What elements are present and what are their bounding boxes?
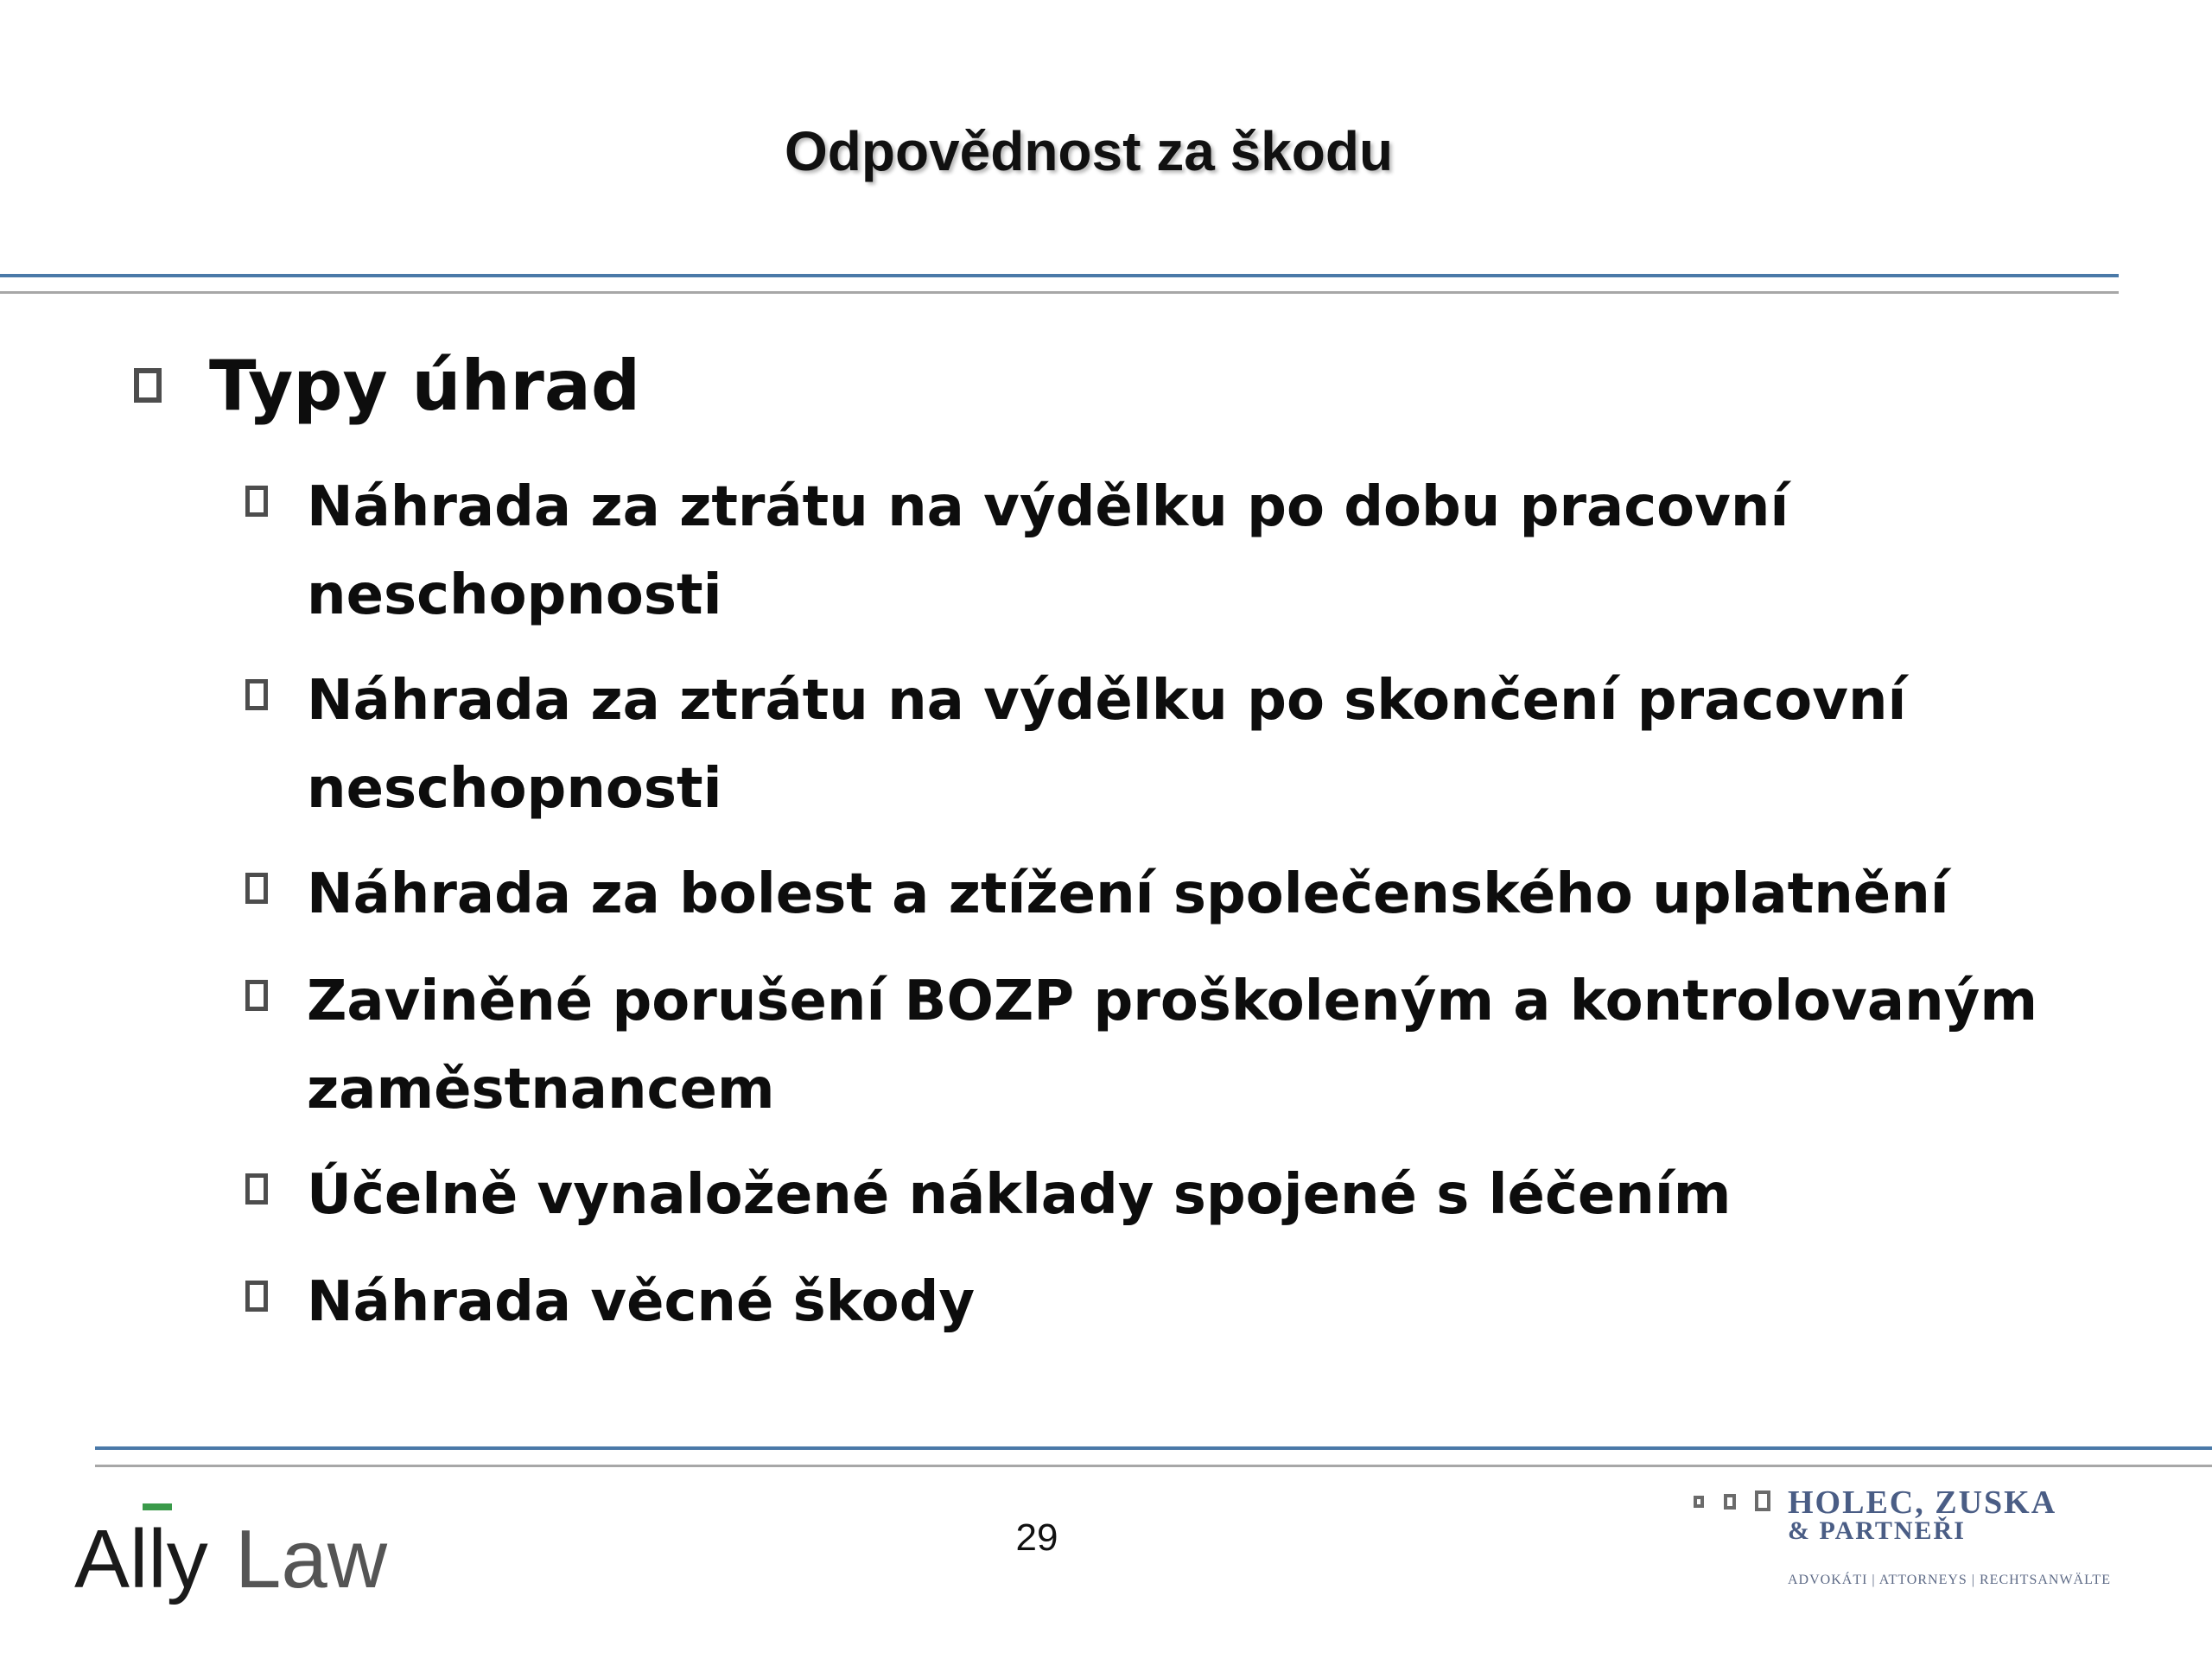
- logo-square-icon: [1755, 1491, 1770, 1511]
- holec-zuska-logo: [1689, 1482, 2173, 1611]
- list-item-line: Náhrada za ztrátu na výdělku po skončení pracovní: [307, 669, 1907, 733]
- list-item-line: zaměstnancem: [307, 1058, 775, 1122]
- firm-subtitle: ADVOKÁTI | ATTORNEYS | RECHTSANWÄLTE: [1788, 1573, 2111, 1587]
- header-divider-grey: [0, 291, 2119, 294]
- firm-partners: & PARTNEŘI: [1788, 1516, 1966, 1545]
- footer-divider-blue: [95, 1446, 2212, 1450]
- bullet-square-icon: [245, 1281, 268, 1312]
- logo-square-icon: [1724, 1494, 1736, 1510]
- list-item-line: neschopnosti: [307, 563, 722, 627]
- logo-square-icon: [1694, 1496, 1704, 1508]
- list-item-line: Zaviněné porušení BOZP proškoleným a kontrolovaným: [307, 969, 2038, 1033]
- ally-logo-text: Ally: [74, 1513, 208, 1605]
- list-item-line: neschopnosti: [307, 757, 722, 821]
- header-divider-blue: [0, 274, 2119, 277]
- law-logo-text: Law: [235, 1513, 388, 1605]
- bullet-square-icon: [245, 873, 268, 904]
- ally-logo-accent: [143, 1503, 172, 1510]
- firm-name: HOLEC, ZUSKA: [1788, 1484, 2057, 1521]
- bullet-square-icon: [245, 1173, 268, 1205]
- list-item-line: Náhrada za ztrátu na výdělku po dobu pracovní: [307, 475, 1789, 539]
- footer-divider-grey: [95, 1465, 2212, 1467]
- list-item-line: Náhrada za bolest a ztížení společenského uplatnění: [307, 862, 1949, 926]
- list-item-line: Účelně vynaložené náklady spojené s léčením: [307, 1163, 1732, 1227]
- bullet-square-icon: [245, 679, 268, 710]
- list-item-line: Náhrada věcné škody: [307, 1270, 976, 1334]
- page-number: 29: [1015, 1516, 1058, 1559]
- bullet-square-icon: [245, 486, 268, 517]
- section-heading: Typy úhrad: [209, 346, 641, 426]
- bullet-square-icon: [245, 980, 268, 1011]
- slide-title: Odpovědnost za škodu: [784, 120, 1394, 182]
- bullet-square-icon: [134, 368, 162, 403]
